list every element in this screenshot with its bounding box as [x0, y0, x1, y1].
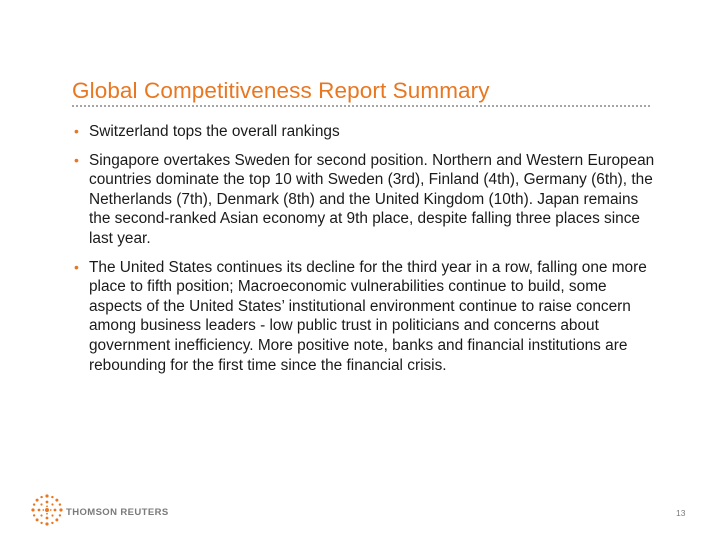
- bullet-item: [72, 151, 672, 249]
- title-divider: [72, 105, 650, 107]
- bullet-item: [72, 122, 672, 142]
- bullet-dot-icon: •: [74, 123, 79, 139]
- bullet-list: [72, 122, 672, 384]
- bullet-item: [72, 258, 672, 376]
- bullet-dot-icon: •: [74, 151, 79, 168]
- bullet-dot-icon: •: [74, 258, 79, 275]
- bullet-text: The United States continues its decline for the third year in a row, falling one more place to fifth position; Macroeconomic vulnerabilities continue to build, some aspects of the United States’ institutional environment continue to raise concern among business leaders - low public trust in politicians and concerns about government inefficiency. More positive note, banks and financial institutions are rebounding for the first time since the financial crisis.: [89, 258, 647, 374]
- brand-name: THOMSON REUTERS: [66, 507, 169, 518]
- bullet-text: Switzerland tops the overall rankings: [89, 123, 340, 140]
- thomson-reuters-dot-logo-icon: [30, 493, 64, 527]
- page-number: 13: [676, 508, 686, 518]
- slide-title: Global Competitiveness Report Summary: [72, 78, 490, 103]
- bullet-text: Singapore overtakes Sweden for second position. Northern and Western European countries dominate the top 10 with Sweden (3rd), Finland (4th), Germany (6th), the Netherlands (7th), Denmark (8th) and the United Kingdom (10th). Japan remains the second-ranked Asian economy at 9th place, despite falling three places since last year.: [89, 151, 655, 247]
